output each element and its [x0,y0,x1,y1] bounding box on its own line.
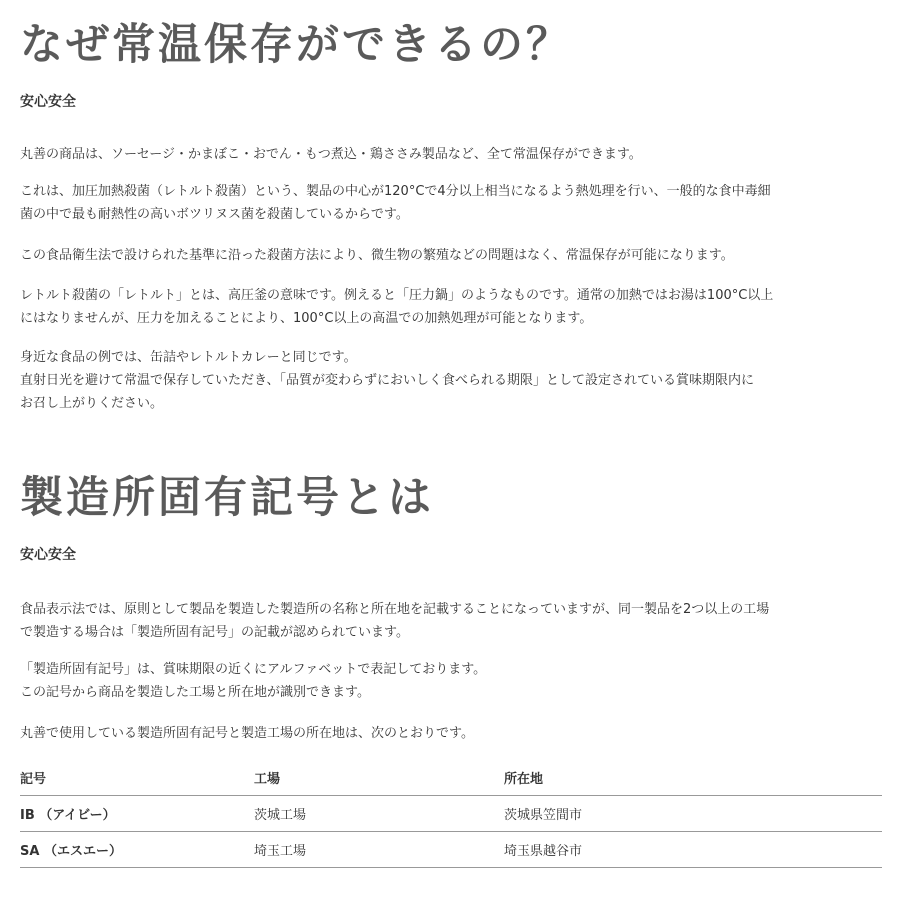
paragraph-line: 食品表示法では、原則として製品を製造した製造所の名称と所在地を記載することになっていますが、同一製品を2つ以上の工場 [20,602,770,617]
paragraph [20,143,882,166]
paragraph-line: 丸善で使用している製造所固有記号と製造工場の所在地は、次のとおりです。 [20,726,474,741]
paragraph [20,284,882,330]
paragraph [20,722,882,745]
column-header-location: 所在地 [504,760,882,796]
paragraph [20,658,882,704]
paragraph-line: お召し上がりください。 [20,396,164,411]
cell-code: IB （アイビー） [20,796,254,832]
column-header-factory: 工場 [254,760,504,796]
paragraph-line: これは、加圧加熱殺菌（レトルト殺菌）という、製品の中心が120°Cで4分以上相当になるよう熱処理を行い、一般的な食中毒細 [20,184,771,199]
cell-factory: 茨城工場 [254,796,504,832]
section-heading-manufacturer-code: 製造所固有記号とは [20,473,434,523]
cell-location: 茨城県笠間市 [504,796,882,832]
table-row [20,832,882,868]
paragraph [20,598,882,644]
cell-code: SA （エスエー） [20,832,254,868]
column-header-code: 記号 [20,760,254,796]
table-row [20,796,882,832]
paragraph-line: 丸善の商品は、ソーセージ・かまぼこ・おでん・もつ煮込・鶏ささみ製品など、全て常温保存ができます。 [20,147,642,162]
paragraph-line: にはなりませんが、圧力を加えることにより、100°C以上の高温での加熱処理が可能となります。 [20,311,593,326]
paragraph [20,180,882,226]
cell-location: 埼玉県越谷市 [504,832,882,868]
cell-factory: 埼玉工場 [254,832,504,868]
section-heading-storage: なぜ常温保存ができるの？ [20,20,572,70]
paragraph-line: この記号から商品を製造した工場と所在地が識別できます。 [20,685,370,700]
paragraph-line: 直射日光を避けて常温で保存していただき、「品質が変わらずにおいしく食べられる期限」として設定されている賞味期限内に [20,373,754,388]
manufacturer-code-table [20,760,882,868]
paragraph-line: 菌の中で最も耐熱性の高いボツリヌス菌を殺菌しているからです。 [20,207,409,222]
table-header-row [20,760,882,796]
paragraph-line: この食品衛生法で設けられた基準に沿った殺菌方法により、微生物の繁殖などの問題はなく、常温保存が可能になります。 [20,248,734,263]
section-subheading-storage: 安心安全 [20,94,76,110]
paragraph-line: 身近な食品の例では、缶詰やレトルトカレーと同じです。 [20,350,357,365]
paragraph-line: で製造する場合は「製造所固有記号」の記載が認められています。 [20,625,409,640]
section-subheading-manufacturer-code: 安心安全 [20,547,76,563]
paragraph [20,244,882,267]
paragraph-line: レトルト殺菌の「レトルト」とは、高圧釜の意味です。例えると「圧力鍋」のようなものです。通常の加熱ではお湯は100°C以上 [20,288,774,303]
paragraph [20,346,882,415]
paragraph-line: 「製造所固有記号」は、賞味期限の近くにアルファベットで表記しております。 [20,662,487,677]
